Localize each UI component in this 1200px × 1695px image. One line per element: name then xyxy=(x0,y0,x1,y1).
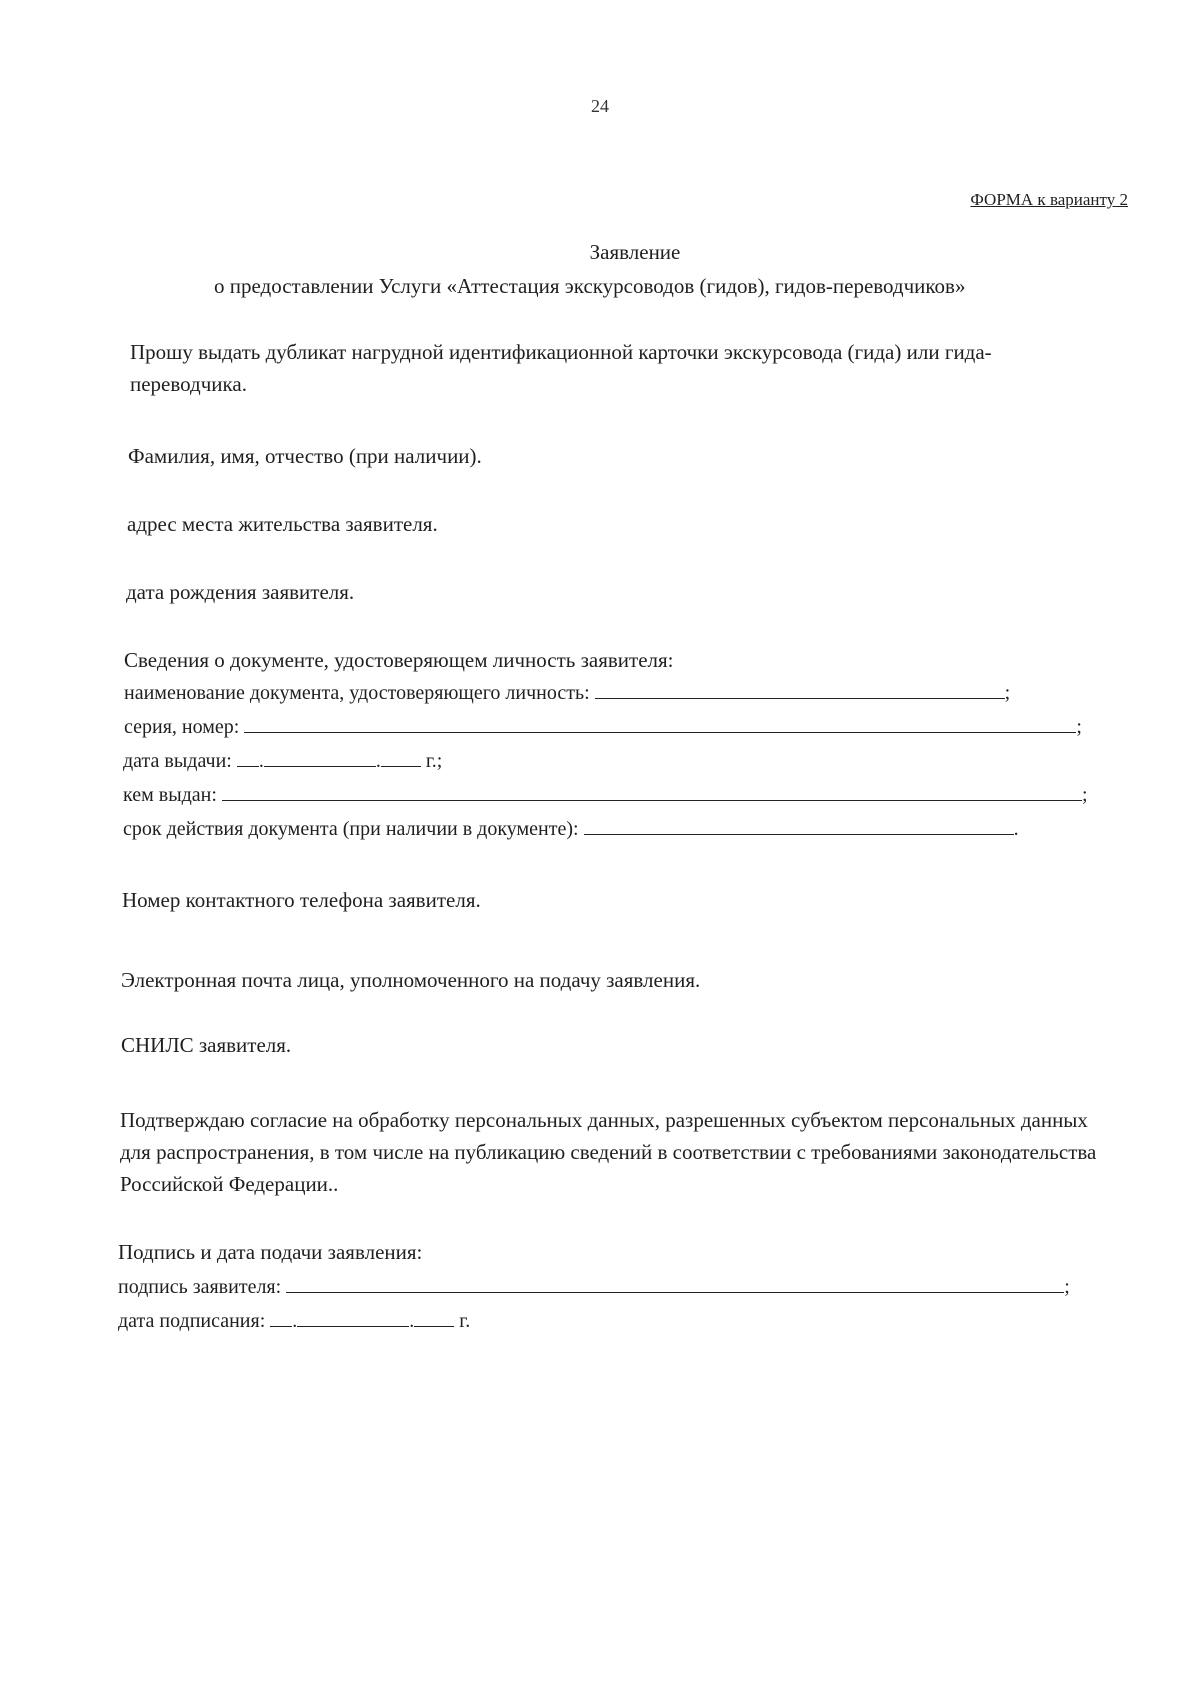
address-label: адрес места жительства заявителя. xyxy=(127,512,438,536)
signing-date-suffix: г. xyxy=(459,1310,471,1332)
id-doc-name-row xyxy=(124,680,1010,705)
document-subtitle: о предоставлении Услуги «Аттестация экскурсоводов (гидов), гидов-переводчиков» xyxy=(214,274,966,298)
id-doc-issued-by-row xyxy=(123,782,1088,807)
dot: . xyxy=(258,750,264,772)
signing-year-field[interactable] xyxy=(414,1308,454,1327)
semicolon: ; xyxy=(1004,682,1011,704)
signing-date-label: дата подписания: xyxy=(118,1310,266,1332)
signing-date-row xyxy=(118,1308,470,1333)
dot: . xyxy=(375,750,381,772)
period: . xyxy=(1013,818,1019,840)
id-doc-validity-label: срок действия документа (при наличии в документе): xyxy=(123,818,579,840)
id-doc-issued-by-field[interactable] xyxy=(222,782,1082,801)
phone-label: Номер контактного телефона заявителя. xyxy=(122,888,481,912)
email-label: Электронная почта лица, уполномоченного на подачу заявления. xyxy=(121,968,701,992)
signature-field[interactable] xyxy=(286,1274,1064,1293)
full-name-label: Фамилия, имя, отчество (при наличии). xyxy=(128,444,482,468)
snils-label: СНИЛС заявителя. xyxy=(121,1033,292,1057)
id-doc-validity-field[interactable] xyxy=(584,816,1014,835)
semicolon: ; xyxy=(1081,784,1088,806)
issue-day-field[interactable] xyxy=(237,748,259,767)
semicolon: ; xyxy=(1076,716,1082,738)
id-doc-issue-date-label: дата выдачи: xyxy=(123,750,232,772)
id-doc-series-field[interactable] xyxy=(244,714,1076,733)
id-doc-issued-by-label: кем выдан: xyxy=(123,784,217,806)
issue-year-field[interactable] xyxy=(381,748,421,767)
id-doc-heading: Сведения о документе, удостоверяющем личность заявителя: xyxy=(124,648,674,672)
signing-month-field[interactable] xyxy=(297,1308,409,1327)
form-tag: ФОРМА к варианту 2 xyxy=(970,190,1128,209)
signing-day-field[interactable] xyxy=(270,1308,292,1327)
id-doc-issue-date-suffix: г.; xyxy=(425,750,443,772)
signature-heading: Подпись и дата подачи заявления: xyxy=(118,1240,423,1264)
signature-row xyxy=(118,1274,1070,1299)
id-doc-series-label: серия, номер: xyxy=(124,716,240,738)
id-doc-name-label: наименование документа, удостоверяющего личность: xyxy=(124,682,590,704)
id-doc-name-field[interactable] xyxy=(595,680,1005,699)
request-paragraph: Прошу выдать дубликат нагрудной идентификационной карточки экскурсовода (гида) или гида-переводчика. xyxy=(130,340,992,396)
page-number: 24 xyxy=(591,96,609,116)
signature-label: подпись заявителя: xyxy=(118,1276,282,1298)
dot: . xyxy=(292,1310,298,1332)
issue-month-field[interactable] xyxy=(264,748,376,767)
id-doc-validity-row xyxy=(123,816,1019,841)
dot: . xyxy=(409,1310,415,1332)
document-title: Заявление xyxy=(589,240,681,264)
birthdate-label: дата рождения заявителя. xyxy=(126,580,355,604)
id-doc-series-row xyxy=(124,714,1082,739)
consent-paragraph: Подтверждаю согласие на обработку персональных данных, разрешенных субъектом персональных данных для распространения, в том числе на публикацию сведений в соответствии с требованиями законодательства Российской Федерации.. xyxy=(120,1108,1097,1196)
id-doc-issue-date-row xyxy=(123,748,442,773)
semicolon: ; xyxy=(1064,1276,1070,1298)
